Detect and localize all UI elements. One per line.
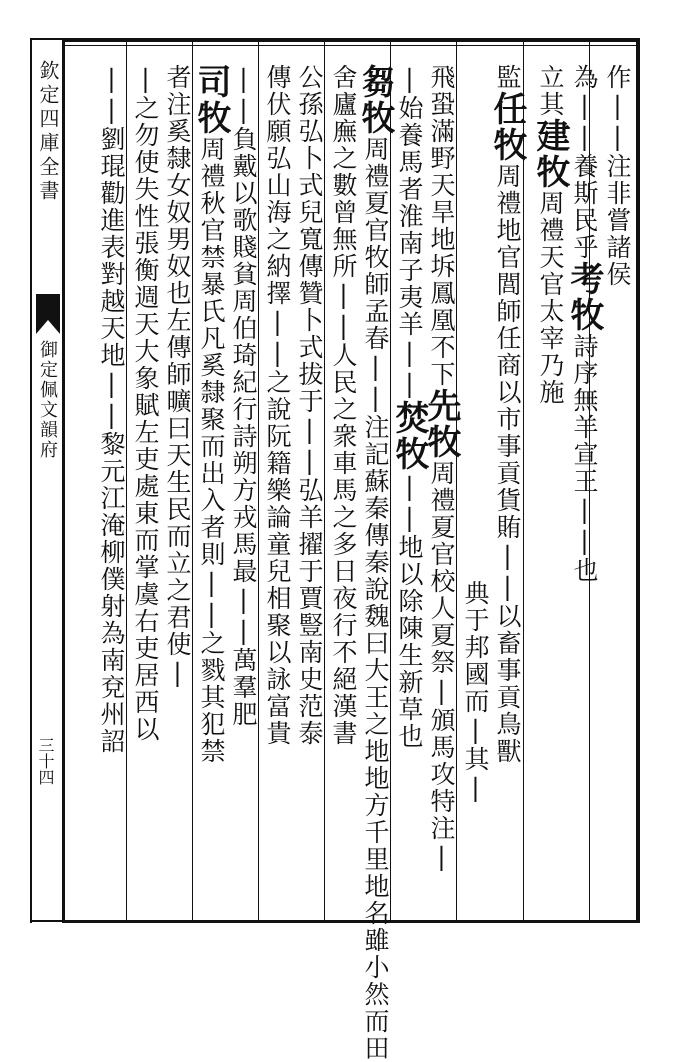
column-text: 飛蛩滿野天旱地坼鳳凰不下 <box>427 64 456 388</box>
entry-note: 周禮地官閭師任商以市事貢貨賄||以畜事貢鳥獸 <box>493 163 522 765</box>
entry-heading: 焚牧 <box>389 400 429 472</box>
column-text: 典于邦國而|其| <box>461 580 490 804</box>
text-column-16 <box>94 64 128 916</box>
page-number: 三十四 <box>36 737 55 785</box>
fish-tail-mark-icon <box>36 294 60 334</box>
text-column-2 <box>564 64 604 916</box>
margin-left-rule <box>30 38 32 923</box>
column-text: 為||養斯民乎 <box>570 64 599 261</box>
column-text: 監 <box>493 64 522 91</box>
text-column-6 <box>421 64 461 916</box>
frame-left-rule <box>62 38 65 923</box>
frame-right-rule <box>636 38 640 923</box>
column-text: ||負戴以歌賤貧周伯琦紀行詩朔方戎馬最||萬羣肥 <box>229 64 258 728</box>
text-column-13 <box>191 64 231 916</box>
column-text: |始養馬者淮南子夷羊|| <box>395 64 424 400</box>
text-column-4 <box>487 64 527 916</box>
margin-top-rule <box>30 38 64 40</box>
text-column-3 <box>530 64 570 916</box>
text-column-14 <box>160 64 194 916</box>
text-column-8 <box>355 64 395 1062</box>
column-text: 公孫弘卜式兒寬傳贊卜式拔于||弘羊擢于賈豎南史范泰 <box>295 64 324 747</box>
entry-heading: 建牧 <box>530 118 570 190</box>
text-column-15 <box>128 64 162 916</box>
column-text: 舍廬廡之數曾無所||人民之衆車馬之多日夜行不絕漢書 <box>329 64 358 747</box>
entry-heading: 考牧 <box>564 261 604 333</box>
entry-note: 周禮天官太宰乃施 <box>536 190 565 406</box>
entry-note: 詩序無羊宣王||也 <box>570 333 599 584</box>
column-text: |之勿使失性張衡週天大象賦左吏處東而掌虞右吏居西以 <box>131 64 160 743</box>
entry-note: 周禮秋官禁暴氏凡奚隸聚而出入者則||之戮其犯禁 <box>197 136 226 765</box>
margin-bottom-rule <box>30 920 64 922</box>
text-column-10 <box>292 64 326 916</box>
text-column-5 <box>458 580 492 910</box>
book-title: 欽定四庫全書 <box>36 60 60 204</box>
frame-top-rule <box>62 38 640 42</box>
column-text: 立其 <box>536 64 565 118</box>
entry-note: 周禮夏官牧師孟春||注記蘇秦傳秦說魏曰大王之地地方千里地名雖小然而田 <box>361 136 390 1062</box>
book-subtitle: 御定佩文韻府 <box>37 340 58 460</box>
text-column-9 <box>326 64 360 916</box>
entry-heading: 先牧 <box>421 388 461 460</box>
frame-bottom-rule <box>62 920 640 923</box>
column-text: ||劉琨勸進表對越天地||黎元江淹柳僕射為南兗州詔 <box>97 64 126 755</box>
column-text: 者注奚隸女奴男奴也左傳師曠曰天生民而立之君使| <box>163 64 192 689</box>
entry-heading: 芻牧 <box>355 64 395 136</box>
entry-heading: 司牧 <box>191 64 231 136</box>
entry-note: 周禮夏官校人夏祭|頒馬攻特注| <box>427 460 456 873</box>
text-column-12 <box>226 64 260 916</box>
entry-note: ||地以除陳生新草也 <box>395 472 424 750</box>
text-column-11 <box>260 64 294 916</box>
text-column-7 <box>389 64 429 916</box>
entry-heading: 任牧 <box>487 91 527 163</box>
frame-top-inner-rule <box>62 45 640 46</box>
text-column-1 <box>600 64 634 916</box>
column-text: 傳伏願弘山海之納擇||之說阮籍樂論童兒相聚以詠富貴 <box>263 64 292 747</box>
column-text: 作||注非嘗諸侯 <box>603 64 632 288</box>
